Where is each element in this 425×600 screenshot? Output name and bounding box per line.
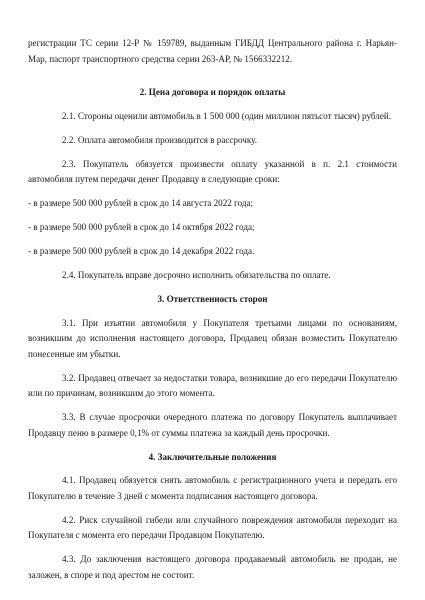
payment-item-1: - в размере 500 000 рублей в срок до 14 августа 2022 года; bbox=[28, 198, 254, 208]
paragraph-3-3: 3.3. В случае просрочки очередного платежа по договору Покупатель выплачивает Продавцу пеню в размере 0,1% от суммы платежа за каждый день просрочки. bbox=[28, 412, 397, 438]
paragraph-2-2: 2.2. Оплата автомобиля производится в рассрочку. bbox=[62, 134, 258, 145]
section-3-heading: 3. Ответственность сторон bbox=[157, 294, 268, 304]
payment-item-3: - в размере 500 000 рублей в срок до 14 декабря 2022 года. bbox=[28, 246, 255, 256]
paragraph-3-1: 3.1. При изъятии автомобиля у Покупателя третьими лицами по основаниям, возникшим до исполнения настоящего договора, Продавец обязан возместить Покупателю понесенные им убытки. bbox=[28, 317, 397, 359]
paragraph-4-3: 4.3. До заключения настоящего договора продаваемый автомобиль не продан, не заложен, в споре и под арестом не состоит. bbox=[28, 554, 397, 580]
section-4-heading: 4. Заключительные положения bbox=[148, 451, 277, 462]
intro-paragraph: регистрации ТС серии 12-Р № 159789, выданным ГИБДД Центрального района г. Нарьян-Мар, паспорт транспортного средства серии 263-АР, № 1566332212. bbox=[28, 38, 397, 64]
paragraph-4-1: 4.1. Продавец обязуется снять автомобиль с регистрационного учета и передать его Покупателю в течение 3 дней с момента подписания настоящего договора. bbox=[28, 475, 397, 501]
paragraph-2-3: 2.3. Покупатель обязуется произвести оплату указанной в п. 2.1 стоимости автомобиля путем передачи денег Продавцу в следующие сроки: bbox=[28, 158, 397, 184]
paragraph-3-2: 3.2. Продавец отвечает за недостатки товара, возникшие до его передачи Покупателю или по причинам, возникшим до этого момента. bbox=[28, 372, 397, 398]
paragraph-2-4: 2.4. Покупатель вправе досрочно исполнить обязательства по оплате. bbox=[62, 270, 331, 280]
section-2-heading: 2. Цена договора и порядок оплаты bbox=[139, 87, 286, 97]
payment-item-2: - в размере 500 000 рублей в срок до 14 октября 2022 года; bbox=[28, 222, 255, 232]
paragraph-4-2: 4.2. Риск случайной гибели или случайного повреждения автомобиля переходит на Покупателя с момента его передачи Продавцом Покупателю. bbox=[28, 514, 397, 540]
paragraph-2-1: 2.1. Стороны оценили автомобиль в 1 500 000 (один миллион пятьсот тысяч) рублей. bbox=[62, 110, 391, 121]
